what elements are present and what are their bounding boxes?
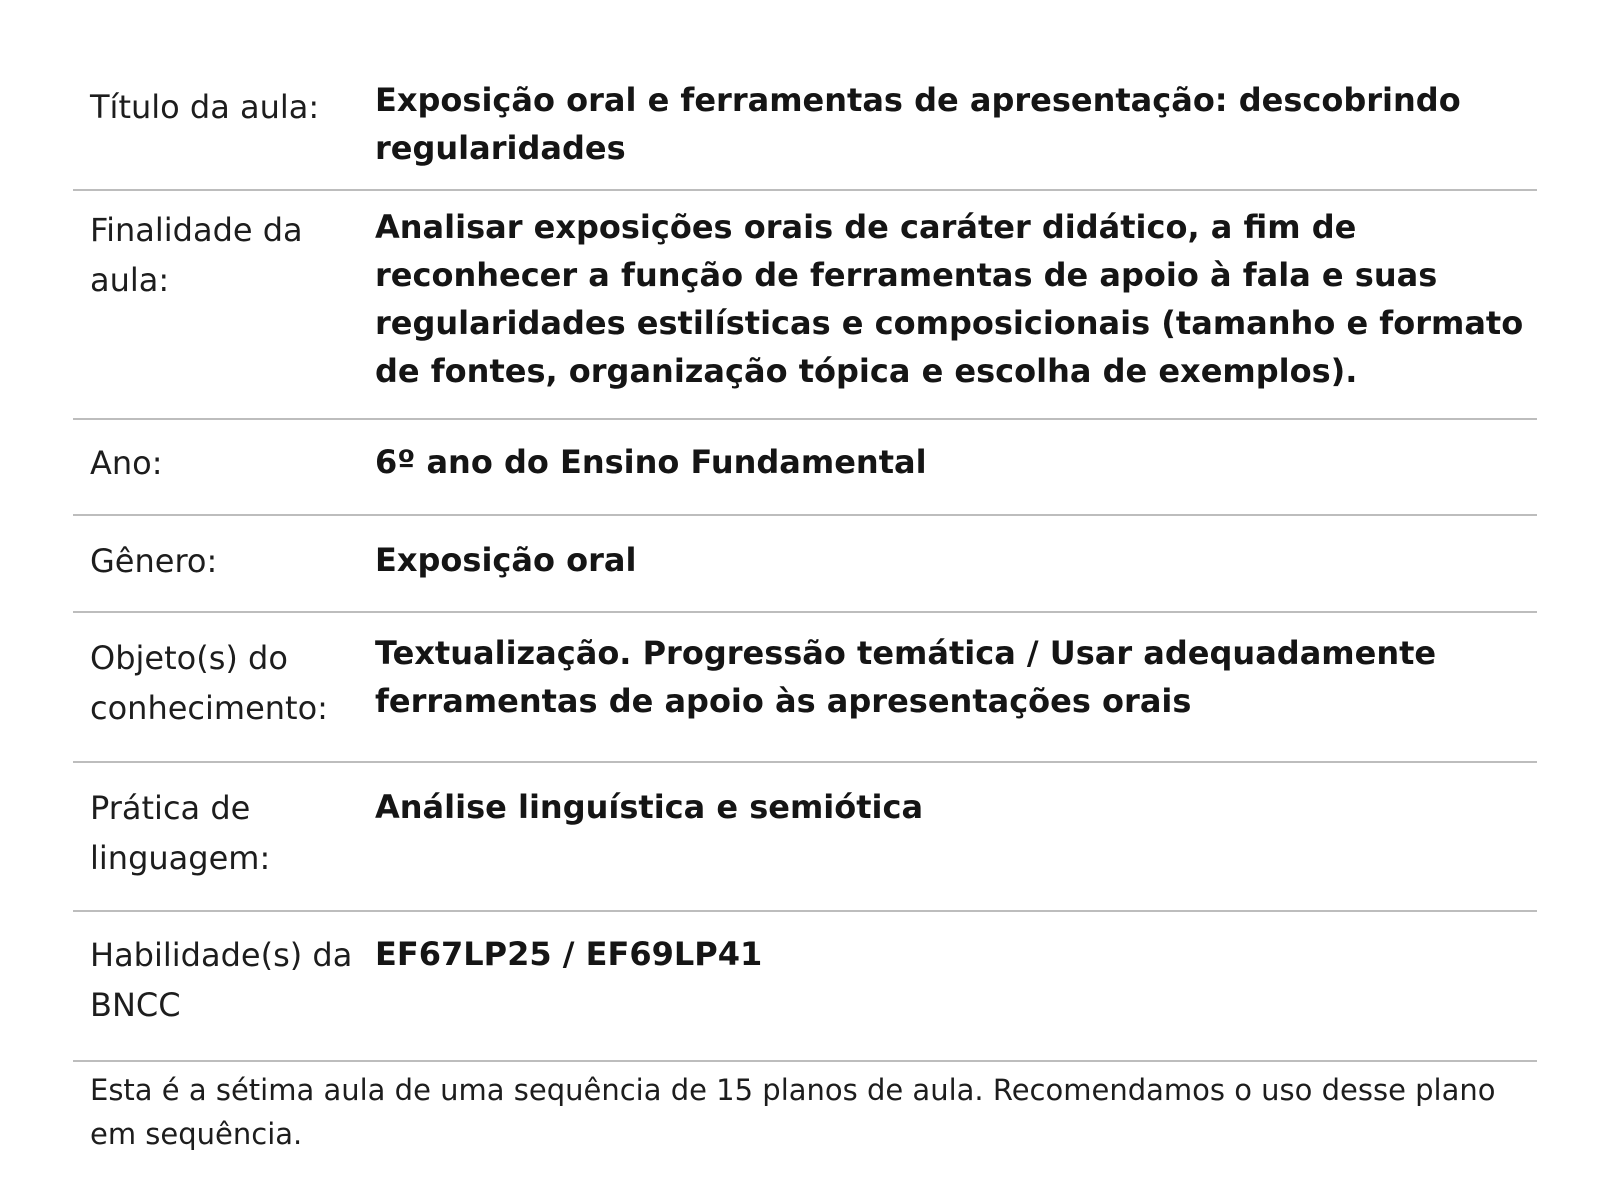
table-row-year — [73, 420, 1537, 516]
table-row-title — [73, 67, 1537, 191]
row-value: Textualização. Progressão temática / Usar adequadamente ferramentas de apoio às apresentações orais — [375, 634, 1437, 720]
row-label: Título da aula: — [90, 88, 320, 126]
row-value: Análise linguística e semiótica — [375, 788, 924, 826]
lesson-plan-table — [73, 67, 1537, 1062]
table-row-bncc-skills — [73, 912, 1537, 1062]
row-label: Ano: — [90, 444, 163, 482]
table-row-purpose — [73, 191, 1537, 420]
row-value: Analisar exposições orais de caráter didático, a fim de reconhecer a função de ferramentas de apoio à fala e suas regularidades estilísticas e composicionais (tamanho e formato de fontes, organização tópica e escolha de exemplos). — [375, 208, 1524, 390]
row-value: EF67LP25 / EF69LP41 — [375, 935, 763, 973]
row-label: Prática de linguagem: — [90, 789, 271, 877]
table-row-genre — [73, 516, 1537, 613]
row-value: 6º ano do Ensino Fundamental — [375, 443, 927, 481]
sequence-footnote: Esta é a sétima aula de uma sequência de 15 planos de aula. Recomendamos o uso desse plano em sequência. — [90, 1073, 1496, 1151]
row-label: Habilidade(s) da BNCC — [90, 936, 353, 1024]
row-value: Exposição oral — [375, 541, 637, 579]
row-label: Finalidade da aula: — [90, 211, 303, 299]
row-value: Exposição oral e ferramentas de apresentação: descobrindo regularidades — [375, 81, 1461, 167]
table-row-language-practice — [73, 763, 1537, 912]
row-label: Objeto(s) do conhecimento: — [90, 639, 328, 727]
row-label: Gênero: — [90, 542, 218, 580]
table-row-knowledge-objects — [73, 613, 1537, 763]
